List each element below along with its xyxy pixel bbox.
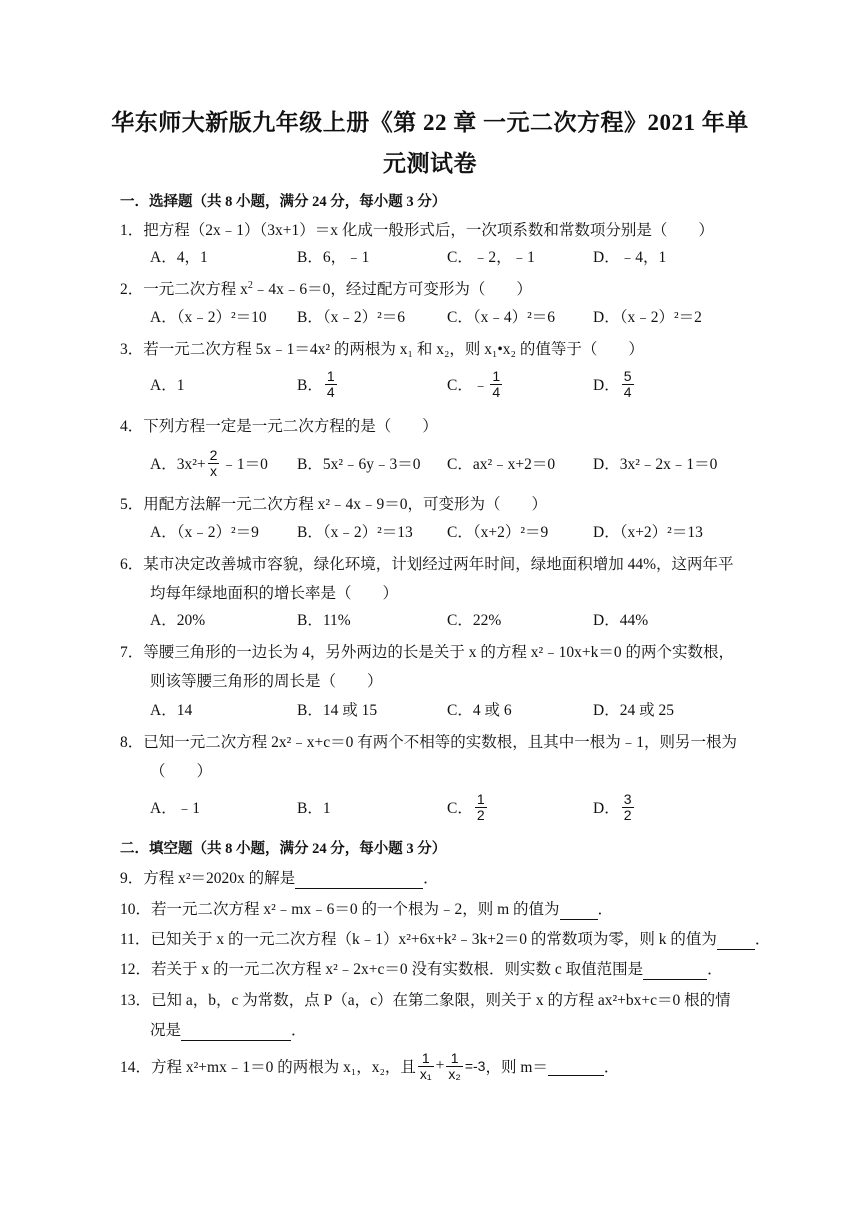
option-a[interactable]: A．4，1 xyxy=(150,249,208,266)
numerator: 3 xyxy=(623,790,632,807)
question-text: 若关于 x 的一元二次方程 x²﹣2x+c＝0 没有实数根．则实数 c 取值范围是 xyxy=(151,961,644,978)
question-3-options xyxy=(150,366,750,402)
fraction xyxy=(208,448,220,479)
fraction xyxy=(446,1051,462,1082)
question-8-cont: （ ） xyxy=(150,763,213,780)
minus-sign: ﹣ xyxy=(472,377,489,394)
question-number: 3． xyxy=(120,341,144,358)
option-d[interactable]: D．（x+2）²＝13 xyxy=(593,524,703,541)
answer-blank[interactable] xyxy=(548,1057,604,1076)
option-label: C． xyxy=(447,800,473,817)
option-b[interactable]: B．1 xyxy=(297,800,331,817)
question-13 xyxy=(120,988,731,1010)
answer-blank[interactable] xyxy=(717,931,755,950)
option-c[interactable]: C．ax²﹣x+2＝0 xyxy=(447,456,556,473)
numerator: 1 xyxy=(421,1049,430,1066)
numerator: 5 xyxy=(623,367,632,384)
question-text: 把方程（2x﹣1）（3x+1）＝x 化成一般形式后，一次项系数和常数项分别是（ ） xyxy=(143,222,714,239)
question-2-options xyxy=(150,298,750,334)
question-14 xyxy=(120,1046,619,1086)
option-c[interactable]: C．4 或 6 xyxy=(447,702,512,719)
question-number: 12． xyxy=(120,961,152,978)
denominator: 2 xyxy=(476,806,485,823)
question-number: 10． xyxy=(120,901,152,918)
question-1 xyxy=(120,218,714,240)
option-d[interactable]: D．3x²﹣2x﹣1＝0 xyxy=(593,456,718,473)
question-end: ． xyxy=(423,870,439,887)
fraction xyxy=(622,792,634,823)
question-end: ． xyxy=(291,1022,307,1039)
question-text: 用配方法解一元二次方程 x²﹣4x﹣9＝0，可变形为（ ） xyxy=(143,496,548,513)
answer-blank[interactable] xyxy=(181,1022,291,1041)
question-5 xyxy=(120,492,547,514)
option-d[interactable]: D．﹣4，1 xyxy=(593,249,667,266)
question-text: 已知一元二次方程 2x²﹣x+c＝0 有两个不相等的实数根，且其中一根为﹣1，则另一根为 xyxy=(143,734,738,751)
question-text: 已知关于 x 的一元二次方程（k﹣1）x²+6x+k²﹣3k+2＝0 的常数项为零，则 k 的值为 xyxy=(150,931,717,948)
option-label: C． xyxy=(447,377,473,394)
question-text: 已知 a，b，c 为常数，点 P（a，c）在第二象限，则关于 x 的方程 ax²+bx+c＝0 根的情 xyxy=(151,992,731,1009)
option-d[interactable]: D．44% xyxy=(593,612,649,629)
question-4 xyxy=(120,414,438,436)
option-c[interactable] xyxy=(447,366,504,402)
option-d[interactable]: D．（x﹣2）²＝2 xyxy=(593,309,702,326)
question-1-options xyxy=(150,238,750,274)
question-number: 11． xyxy=(120,931,151,948)
denominator: x₁ xyxy=(419,1065,432,1082)
question-6-cont: 均每年绿地面积的增长率是（ ） xyxy=(150,585,399,602)
option-d[interactable]: D．24 或 25 xyxy=(593,702,674,719)
option-label: D． xyxy=(593,800,620,817)
option-a[interactable]: A．（x﹣2）²＝9 xyxy=(150,524,259,541)
section-heading-fill: 二．填空题（共 8 小题，满分 24 分，每小题 3 分） xyxy=(120,841,447,857)
option-a[interactable]: A．14 xyxy=(150,702,193,719)
question-9 xyxy=(120,866,439,889)
question-number: 6． xyxy=(120,556,144,573)
denominator: 2 xyxy=(623,806,632,823)
question-text: 方程 x²+mx﹣1＝0 的两根为 x₁，x₂，且 xyxy=(151,1059,416,1076)
numerator: 1 xyxy=(450,1049,459,1066)
option-c[interactable]: C．22% xyxy=(447,612,502,629)
question-end: ． xyxy=(754,931,771,948)
plus-sign: + xyxy=(435,1057,445,1074)
numerator: 2 xyxy=(209,446,218,463)
option-b[interactable]: B．14 或 15 xyxy=(297,702,378,719)
option-b[interactable]: B．5x²﹣6y﹣3＝0 xyxy=(297,456,421,473)
numerator: 1 xyxy=(492,367,501,384)
question-2: 2．一元二次方程 $x^2﹣4x﹣6=0$，经过配方可变形为（ ） xyxy=(120,280,532,298)
option-a[interactable]: A．（x﹣2）²＝10 xyxy=(150,309,267,326)
fraction xyxy=(475,792,487,823)
question-number: 5． xyxy=(120,496,144,513)
fraction xyxy=(490,369,502,400)
question-text: 若一元二次方程 x²﹣mx﹣6＝0 的一个根为﹣2，则 m 的值为 xyxy=(151,901,560,918)
answer-blank[interactable] xyxy=(560,901,598,920)
option-d[interactable] xyxy=(593,366,636,402)
equals-value: =-3 xyxy=(464,1058,486,1074)
option-label: D． xyxy=(593,377,620,394)
option-d[interactable] xyxy=(593,789,636,825)
question-end: ． xyxy=(597,901,614,918)
option-b[interactable]: B．6，﹣1 xyxy=(297,249,370,266)
question-end: ． xyxy=(707,961,723,978)
option-label: A．3x²+ xyxy=(150,456,206,473)
question-13-cont xyxy=(150,1018,307,1041)
question-text-cont: ﹣4x﹣6＝0，经过配方可变形为（ ） xyxy=(252,281,532,298)
question-number: 14． xyxy=(120,1059,152,1076)
question-number: 9． xyxy=(120,870,144,887)
option-label: B． xyxy=(297,377,323,394)
question-number: 8． xyxy=(120,734,144,751)
answer-blank[interactable] xyxy=(643,961,707,980)
question-5-options xyxy=(150,513,750,549)
denominator: 4 xyxy=(623,383,632,400)
numerator: 1 xyxy=(326,367,335,384)
question-10 xyxy=(120,897,613,920)
question-12 xyxy=(120,957,723,980)
option-c[interactable] xyxy=(447,789,489,825)
option-b[interactable]: B．11% xyxy=(297,612,351,629)
question-text: 某市决定改善城市容貌，绿化环境，计划经过两年时间，绿地面积增加 44%，这两年平 xyxy=(143,556,734,573)
question-3 xyxy=(120,337,644,359)
question-number: 2． xyxy=(120,281,144,298)
denominator: 4 xyxy=(492,383,501,400)
option-a[interactable] xyxy=(150,445,268,481)
denominator: x xyxy=(209,462,217,479)
question-number: 7． xyxy=(120,644,144,661)
question-4-options xyxy=(150,445,750,481)
option-c[interactable]: C．﹣2，﹣1 xyxy=(447,249,535,266)
question-text: 一元二次方程 x xyxy=(143,281,248,298)
page-title-line2: 元测试卷 xyxy=(383,151,477,176)
option-b[interactable] xyxy=(297,366,339,402)
option-a[interactable]: A．1 xyxy=(150,377,185,394)
option-a[interactable]: A．20% xyxy=(150,612,206,629)
option-b[interactable]: B．（x﹣2）²＝6 xyxy=(297,309,405,326)
denominator: x₂ xyxy=(448,1065,461,1082)
question-11 xyxy=(120,927,770,950)
numerator: 1 xyxy=(476,790,485,807)
denominator: 4 xyxy=(326,383,335,400)
question-7-options xyxy=(150,691,750,727)
question-text-cont: ，则 m＝ xyxy=(485,1059,548,1076)
question-end: ． xyxy=(603,1059,620,1076)
question-6 xyxy=(120,552,734,574)
question-text: 若一元二次方程 5x﹣1＝4x² 的两根为 x₁ 和 x₂，则 x₁•x₂ 的值等于（ ） xyxy=(143,341,644,358)
question-text-cont: 况是 xyxy=(150,1022,182,1039)
option-c[interactable]: C．（x﹣4）²＝6 xyxy=(447,309,555,326)
question-text: 下列方程一定是一元二次方程的是（ ） xyxy=(143,418,438,435)
question-text: 等腰三角形的一边长为 4，另外两边的长是关于 x 的方程 x²﹣10x+k＝0 的两个实数根， xyxy=(143,644,735,661)
question-text: 方程 x²＝2020x 的解是 xyxy=(143,870,296,887)
question-8 xyxy=(120,730,737,752)
question-number: 4． xyxy=(120,418,144,435)
option-c[interactable]: C．（x+2）²＝9 xyxy=(447,524,549,541)
fraction xyxy=(418,1051,434,1082)
fraction xyxy=(622,369,634,400)
question-6-options xyxy=(150,601,750,637)
fraction xyxy=(325,369,337,400)
page-title: 华东师大新版九年级上册《第 22 章 一元二次方程》2021 年单 xyxy=(111,110,749,135)
section-heading-choice: 一．选择题（共 8 小题，满分 24 分，每小题 3 分） xyxy=(120,194,447,210)
option-b[interactable]: B．（x﹣2）²＝13 xyxy=(297,524,413,541)
question-8-options xyxy=(150,789,750,825)
question-number: 1． xyxy=(120,222,144,239)
question-number: 13． xyxy=(120,992,152,1009)
question-7 xyxy=(120,640,734,662)
option-a[interactable]: A．﹣1 xyxy=(150,800,200,817)
option-text: ﹣1＝0 xyxy=(221,456,268,473)
answer-blank[interactable] xyxy=(295,870,423,889)
question-7-cont: 则该等腰三角形的周长是（ ） xyxy=(150,673,383,690)
